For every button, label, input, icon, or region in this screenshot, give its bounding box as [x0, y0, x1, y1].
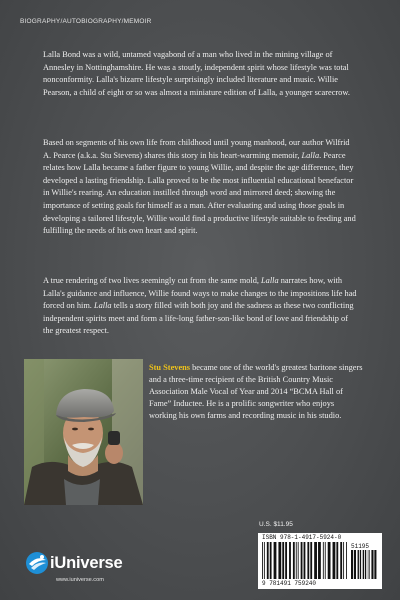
iuniverse-logo-icon — [25, 551, 49, 575]
barcode-bar — [354, 550, 356, 579]
blurb-paragraph-3 — [43, 275, 359, 338]
barcode-bar — [285, 542, 287, 579]
author-name: Stu Stevens — [149, 363, 191, 372]
ean-number: 9 781491 759240 — [262, 580, 317, 587]
barcode-bar — [310, 542, 312, 579]
barcode-bar — [289, 542, 291, 579]
barcode-bar — [369, 550, 370, 579]
barcode-bar — [343, 542, 344, 579]
barcode-bar — [301, 542, 303, 579]
barcode-bar — [274, 542, 277, 579]
barcode-bar — [267, 542, 269, 579]
publisher-name: iUniverse — [50, 554, 123, 572]
author-photo-illustration — [24, 359, 143, 505]
blurb-text: tells a story filled with both joy and the sadness as these two conflicting independent spirits meet and form a life-long father-son-like bond of love and friendship of the greatest respect. — [43, 301, 354, 336]
barcode-bar — [340, 542, 342, 579]
barcode-bar — [282, 542, 284, 579]
addon-barcode-bars — [351, 550, 378, 579]
isbn-number: ISBN 978-1-4917-5924-0 — [262, 534, 342, 541]
blurb-paragraph-1: Lalla Bond was a wild, untamed vagabond of a man who lived in the mining village of Annesley in Nottinghamshire. He was a stoutly, independent spirit whose lifestyle was total nonconformity. Lalla's bizarre lifestyle surprisingly included literature and music. Willie Pearson, a child of eight or so was almost a miniature edition of Lalla, a younger scarecrow. — [43, 50, 350, 97]
blurb-paragraph-2 — [43, 137, 359, 238]
barcode-bar — [346, 542, 347, 579]
barcode-bar — [262, 542, 263, 579]
barcode-bar — [298, 542, 299, 579]
price-addon-number: 51195 — [351, 543, 370, 550]
blurb-text: . Pearce relates how Lalla became a father figure to young Willie, and despite the age difference, they developed a lasting friendship. Lalla proved to be the most influential educational benefactor in Willie's rearing. An education instilled through word and mirrored deed; showing the importance of setting goals for himself as a man. After evaluating and using those goals in developing a tailored lifestyle, Willie would find a productive lifestyle suitable to feeding and fulfilling the needs of his own heart and spirit. — [43, 150, 356, 236]
blurb-text: narrates how, with Lalla's guidance and influence, Willie found ways to make changes to the impositions life had forced on him. — [43, 276, 357, 311]
barcode-bar — [307, 542, 309, 579]
barcode-bar — [278, 542, 281, 579]
price-label: U.S. $11.95 — [259, 521, 293, 528]
barcode-bar — [374, 550, 376, 579]
barcode-bar — [314, 542, 317, 579]
barcode-bar — [296, 542, 297, 579]
barcode-bar — [328, 542, 331, 579]
isbn-barcode — [258, 533, 382, 589]
barcode-bar — [264, 542, 265, 579]
barcode-bar — [270, 542, 272, 579]
blurb-text: Based on segments of his own life from childhood until young manhood, our author Wilfrid A. Pearce (a.k.a. Stu Stevens) shares this story in his heart-warming memoir, — [43, 138, 350, 160]
book-title-italic: Lalla — [93, 301, 112, 311]
barcode-bar — [368, 550, 369, 579]
ean-barcode-bars — [262, 542, 348, 579]
barcode-bar — [351, 550, 353, 579]
barcode-bar — [323, 542, 324, 579]
barcode-bar — [325, 542, 326, 579]
barcode-bar — [360, 550, 361, 579]
book-title-italic: Lalla — [261, 276, 279, 285]
category-label: BIOGRAPHY/AUTOBIOGRAPHY/MEMOIR — [20, 18, 152, 25]
barcode-bar — [304, 542, 306, 579]
barcode-bar — [371, 550, 373, 579]
author-bio — [149, 362, 364, 422]
publisher-logo-block — [25, 551, 135, 593]
barcode-bar — [293, 542, 295, 579]
publisher-url: www.iuniverse.com — [56, 577, 104, 583]
barcode-bar — [358, 550, 359, 579]
book-title-italic: Lalla — [301, 150, 320, 160]
barcode-bar — [336, 542, 338, 579]
barcode-bar — [333, 542, 336, 579]
barcode-bar — [363, 550, 364, 579]
barcode-bar — [318, 542, 321, 579]
author-photo — [24, 359, 143, 505]
author-bio-text: became one of the world's greatest baritone singers and a three-time recipient of the British Country Music Association Male Vocal of Year and 2014 “BCMA Hall of Fame” Inductee. He is a prolific songwriter who enjoys working his own farms and recording music in his studio. — [149, 363, 363, 421]
blurb-text: A true rendering of two lives seemingly cut from the same mold, — [43, 276, 262, 285]
barcode-bar — [365, 550, 366, 579]
